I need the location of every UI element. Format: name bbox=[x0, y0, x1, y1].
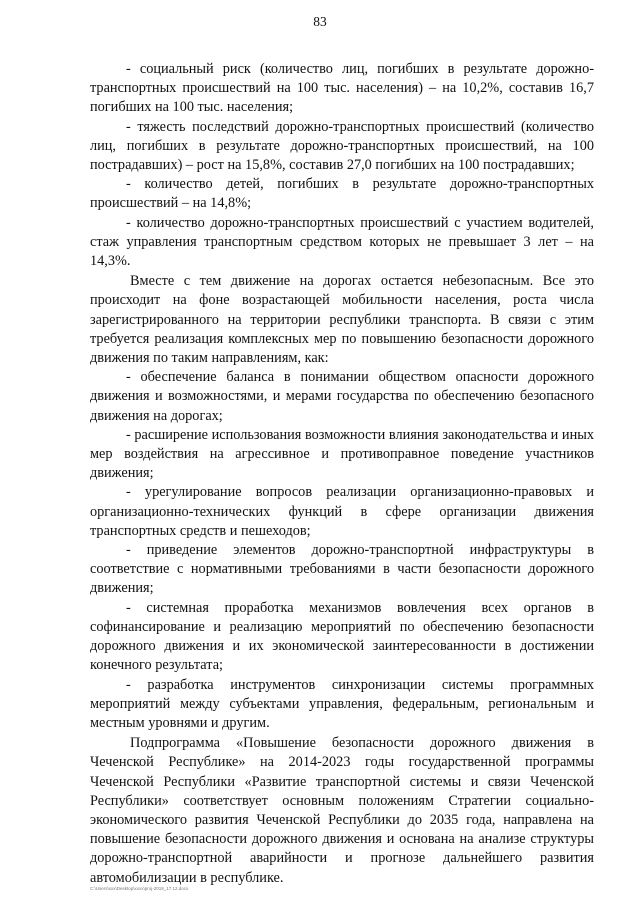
list-item-synchronization: - разработка инструментов синхронизации системы программных мероприятий между субъектами управления, федеральным, региональным и местным уровнями и другим. bbox=[90, 676, 594, 731]
list-item-severity: - тяжесть последствий дорожно-транспортных происшествий (количество лиц, погибших в результате дорожно-транспортных происшествий, на 100 пострадавших) – рост на 15,8%, составив 27,0 погибших на 100 пострадавших; bbox=[90, 118, 594, 174]
document-body bbox=[90, 60, 594, 888]
paragraph-subprogram: Подпрограмма «Повышение безопасности дорожного движения в Чеченской Республике» на 2014-2023 годы государственной программы Чеченской Республики «Развитие транспортной системы и связи Чеченской Республики» соответствует основным положениям Стратегии социально-экономического развития Чеченской Республики до 2035 года, направлена на повышение безопасности дорожного движения и основана на анализе структуры дорожно-транспортной аварийности и прогнозе дальнейшего развития автомобилизации в республике. bbox=[90, 735, 594, 886]
list-item-infrastructure: - приведение элементов дорожно-транспортной инфраструктуры в соответствие с нормативными требованиями в части безопасности дорожного движения; bbox=[90, 542, 594, 597]
list-item-social-risk: - социальный риск (количество лиц, погибших в результате дорожно-транспортных происшествий на 100 тыс. населения) – на 10,2%, составив 16,7 погибших на 100 тыс. населения; bbox=[90, 61, 594, 116]
footer-file-path: С:\Users\xxx\Desktop\xxxx\proj-2019_17.12.docx bbox=[90, 886, 189, 891]
list-item-legislation: - расширение использования возможности влияния законодательства и иных мер воздействия на агрессивное и противоправное поведение участников движения; bbox=[90, 426, 594, 482]
list-item-balance: - обеспечение баланса в понимании обществом опасности дорожного движения и возможностями, и мерами государства по обеспечению безопасного движения на дорогах; bbox=[90, 369, 594, 424]
paragraph-intro: Вместе с тем движение на дорогах остается небезопасным. Все это происходит на фоне возрастающей мобильности населения, роста числа зарегистрированного на территории республики транспорта. В связи с этим требуется реализация комплексных мер по повышению безопасности дорожного движения по таким направлениям, как: bbox=[90, 273, 594, 367]
list-item-children: - количество детей, погибших в результате дорожно-транспортных происшествий – на 14,8%; bbox=[90, 176, 594, 212]
list-item-cofinancing: - системная проработка механизмов вовлечения всех органов в софинансирование и реализацию мероприятий по обеспечению безопасности дорожного движения и их экономической заинтересованности в достижении конечного результата; bbox=[90, 599, 594, 674]
page-number: 83 bbox=[313, 14, 327, 29]
list-item-young-drivers: - количество дорожно-транспортных происшествий с участием водителей, стаж управления транспортным средством которых не превышает 3 лет – на 14,3%. bbox=[90, 214, 594, 270]
list-item-regulation: - урегулирование вопросов реализации организационно-правовых и организационно-технических функций в сфере организации движения транспортных средств и пешеходов; bbox=[90, 484, 594, 539]
